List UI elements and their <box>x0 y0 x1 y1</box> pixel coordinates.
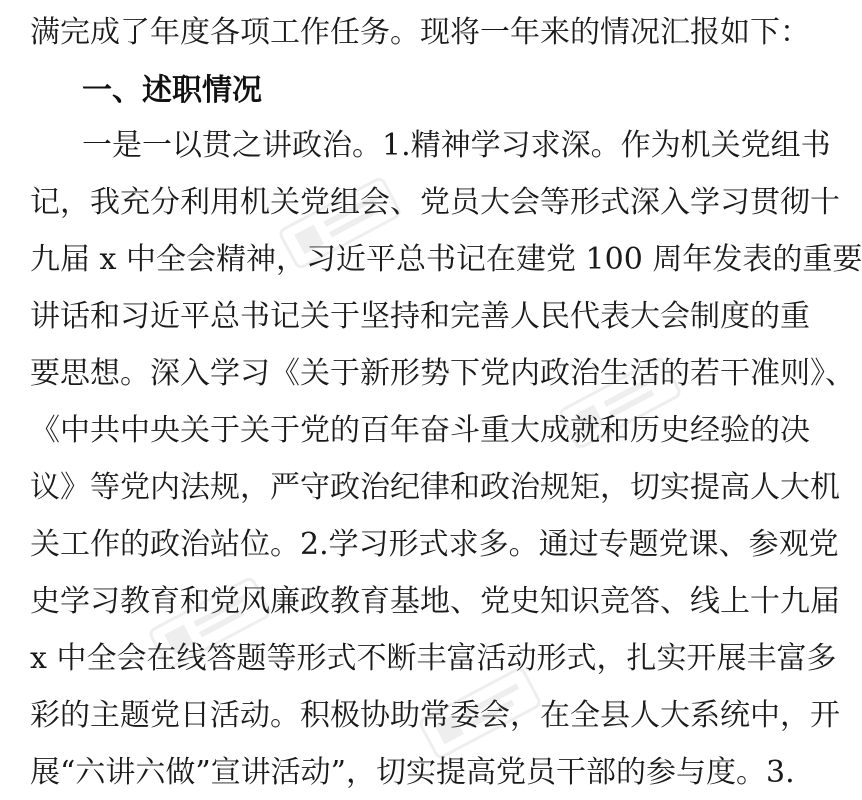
paragraph-line: 记，我充分利用机关党组会、党员大会等形式深入学习贯彻十 <box>30 185 840 220</box>
paragraph-line: 展“六讲六做”宣讲活动”，切实提高党员干部的参与度。3. <box>30 755 795 790</box>
paragraph-line: 满完成了年度各项工作任务。现将一年来的情况汇报如下： <box>30 15 810 50</box>
paragraph-line: 讲话和习近平总书记关于坚持和完善人民代表大会制度的重 <box>30 299 810 334</box>
paragraph-line: 要思想。深入学习《关于新形势下党内政治生活的若干准则》、 <box>30 356 855 391</box>
paragraph-line: 史学习教育和党风廉政教育基地、党史知识竞答、线上十九届 <box>30 584 840 619</box>
paragraph-line: 《中共中央关于关于党的百年奋斗重大成就和历史经验的决 <box>30 413 810 448</box>
paragraph-line: 关工作的政治站位。2.学习形式求多。通过专题党课、参观党 <box>30 527 839 562</box>
paragraph-line: 彩的主题党日活动。积极协助常委会，在全县人大系统中，开 <box>30 698 840 733</box>
section-heading: 一、述职情况 <box>82 73 262 108</box>
paragraph-line: x 中全会在线答题等形式不断丰富活动形式，扎实开展丰富多 <box>30 641 837 676</box>
paragraph-line: 九届 x 中全会精神，习近平总书记在建党 100 周年发表的重要 <box>30 242 862 277</box>
paragraph-line: 一是一以贯之讲政治。1.精神学习求深。作为机关党组书 <box>82 128 831 163</box>
paragraph-line: 议》等党内法规，严守政治纪律和政治规矩，切实提高人大机 <box>30 470 840 505</box>
